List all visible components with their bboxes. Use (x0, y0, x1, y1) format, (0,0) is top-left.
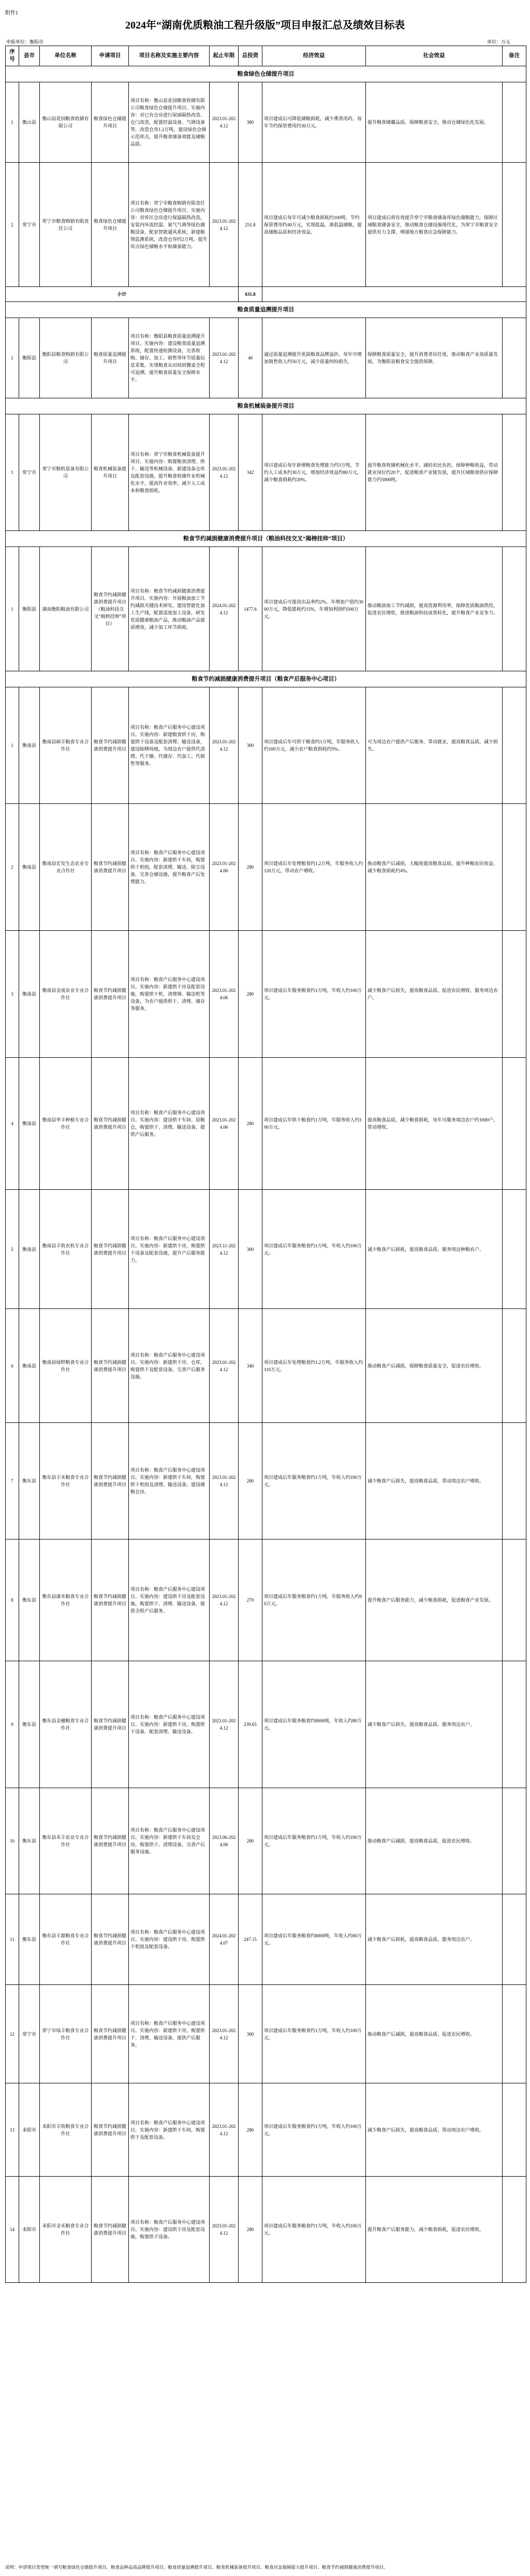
cell-content: 项目名称：常宁市粮食机械装备提升项目。实施内容：购置粮食清理、烘干、输送等机械设备，新建设备仓库及配套设施，提升粮食收储作业机械化水平，提高作业效率，减少人工成本和粮食损耗。 (129, 414, 210, 531)
cell-no: 6 (6, 1309, 19, 1423)
table-row (6, 687, 526, 804)
cell-econ: 项目建成后年处理粮食约1.2万吨，年服务收入约110万元。 (262, 1309, 366, 1423)
table-row (6, 318, 526, 398)
cell-no: 11 (6, 1894, 19, 1985)
cell-apply: 粮食节约减损健康消费提升项目 (92, 1985, 129, 2083)
cell-unit: 衡南县宏发生态农业专业合作社 (40, 804, 92, 931)
cell-apply: 粮食节约减损健康消费提升项目 (92, 1309, 129, 1423)
cell-period: 2023.01-2024.12 (210, 82, 239, 163)
cell-content: 项目名称：粮食产后服务中心建设项目。实施内容：新建烘干房及配套设施，购置烘干机、清理筛、输送机等设备，为农户提供烘干、清理、储存等服务。 (129, 931, 210, 1058)
cell-period: 2023.01-2024.12 (210, 687, 239, 804)
cell-unit: 衡东县禾丰农业专业合作社 (40, 1788, 92, 1894)
header-cell: 申请项目 (92, 46, 129, 66)
cell-remark (503, 687, 526, 804)
cell-county: 衡阳县 (19, 318, 40, 398)
section-header-row (6, 66, 526, 82)
cell-remark (503, 2177, 526, 2283)
cell-social: 可为周边农户提供产后服务，带动就业，提高粮食品质，减少损失。 (366, 687, 503, 804)
header-cell: 社会效益 (366, 46, 503, 66)
cell-invest: 342 (239, 414, 262, 531)
table-row (6, 1788, 526, 1894)
cell-apply: 粮食绿色仓储提升项目 (92, 82, 129, 163)
cell-no: 10 (6, 1788, 19, 1894)
table-row (6, 2083, 526, 2177)
cell-social: 提升粮食产后服务能力，减少粮食损耗，促进粮食产业发展。 (366, 1539, 503, 1661)
cell-no: 12 (6, 1985, 19, 2083)
cell-social: 提升粮食收储机械化水平，减轻农民负担，保障种粮收益，带动就业岗位约20个，促进粮食产业链发展，提升区域粮食供应保障能力约5000吨。 (366, 414, 503, 531)
cell-apply: 粮食节约减损健康消费提升项目 (92, 1661, 129, 1788)
cell-period: 2023.01-2024.12 (210, 1661, 239, 1788)
cell-apply: 粮食机械装备提升项目 (92, 414, 129, 531)
table-row (6, 1539, 526, 1661)
header-cell: 备注 (503, 46, 526, 66)
cell-remark (503, 1539, 526, 1661)
cell-apply: 粮食节约减损健康消费提升项目 (92, 931, 129, 1058)
table-row (6, 2177, 526, 2283)
header-cell: 总投资 (239, 46, 262, 66)
cell-social: 提升粮食产后服务能力，减少粮食损耗，促进农民增收。 (366, 2177, 503, 2283)
cell-econ: 通过质量追溯提升优质粮食品牌溢价，每年可增加销售收入约50万元，减少质量纠纷损失。 (262, 318, 366, 398)
cell-invest: 239.65 (239, 1661, 262, 1788)
cell-apply: 粮食节约减损健康消费提升项目 (92, 1788, 129, 1894)
subtotal-blank (262, 287, 526, 302)
cell-apply: 粮食节约减损健康消费提升项目 (92, 2177, 129, 2283)
cell-period: 2023.01-2024.12 (210, 1985, 239, 2083)
cell-no: 7 (6, 1423, 19, 1539)
cell-invest: 280 (239, 1788, 262, 1894)
subtotal-label: 小计 (6, 287, 239, 302)
cell-social: 推动粮食产后减损，保障粮食质量安全，促进农民增收。 (366, 1309, 503, 1423)
cell-county: 衡南县 (19, 687, 40, 804)
subtotal-value: 631.8 (239, 287, 262, 302)
cell-invest: 340 (239, 1309, 262, 1423)
cell-invest: 280 (239, 1058, 262, 1190)
cell-unit: 衡东县金穗粮食专业合作社 (40, 1661, 92, 1788)
table-row (6, 414, 526, 531)
cell-county: 衡东县 (19, 1661, 40, 1788)
table-row (6, 1894, 526, 1985)
cell-apply: 粮食节约减损健康消费提升项目 (92, 2083, 129, 2177)
cell-econ: 项目建成后年服务粮食约8000吨，年收入约80万元。 (262, 1661, 366, 1788)
section-header-row (6, 398, 526, 414)
cell-invest: 247.15 (239, 1894, 262, 1985)
cell-period: 2023.01-2024.06 (210, 931, 239, 1058)
cell-econ: 项目建成后年服务粮食约8000吨，年收入约80万元。 (262, 1894, 366, 1985)
cell-content: 项目名称：粮食产后服务中心建设项目。实施内容：新建烘干房，购置烘干设备及配套设施，提升产后服务能力。 (129, 1190, 210, 1309)
cell-remark (503, 1985, 526, 2083)
table-row (6, 1190, 526, 1309)
table-row (6, 931, 526, 1058)
cell-econ: 项目建成后年服务粮食约1万吨，年收入约100万元。 (262, 2083, 366, 2177)
cell-period: 2023.01-2024.12 (210, 1423, 239, 1539)
cell-county: 衡山县 (19, 82, 40, 163)
cell-county: 衡南县 (19, 804, 40, 931)
cell-econ: 项目建成后年服务粮食约1万吨，年收入约100万元。 (262, 1190, 366, 1309)
cell-social: 保障粮食质量安全，提升消费者信任度，推动粮食产业高质量发展，为衡阳县粮食安全提供保障。 (366, 318, 503, 398)
cell-remark (503, 1661, 526, 1788)
cell-content: 项目名称：常宁市粮食购销有限责任公司粮食绿色仓储提升项目。实施内容：对库区仓房进行保温隔热改造，安装内环流控温、氮气气调等绿色储粮设备，配套智能通风系统，新建粮情监测系统，改造仓容约2万吨，提升库点绿色储粮水平和储备能力。 (129, 163, 210, 287)
cell-county: 衡南县 (19, 1190, 40, 1309)
cell-unit: 常宁市绿丰粮食专业合作社 (40, 1985, 92, 2083)
table-row (6, 1058, 526, 1190)
cell-content: 项目名称：粮食产后服务中心建设项目。实施内容：新建烘干房、仓库，购置烘干及配套设备，完善产后服务设施。 (129, 1309, 210, 1423)
cell-period: 2024.01-2024.12 (210, 547, 239, 671)
cell-social: 提高粮食品质，减少粮食损耗，每年可服务周边农户约1000户，带动增收。 (366, 1058, 503, 1190)
cell-no: 8 (6, 1539, 19, 1661)
cell-econ: 项目建成后年烘干粮食约1万吨，年服务收入约100万元。 (262, 1058, 366, 1190)
cell-invest: 280 (239, 931, 262, 1058)
cell-period: 2023.01-2024.12 (210, 2083, 239, 2177)
cell-unit: 衡南县金成农业专业合作社 (40, 931, 92, 1058)
cell-period: 2023.01-2024.12 (210, 163, 239, 287)
cell-county: 常宁市 (19, 163, 40, 287)
cell-invest: 280 (239, 2177, 262, 2283)
section-header-row (6, 302, 526, 318)
table-row (6, 163, 526, 287)
table-row (6, 82, 526, 163)
reporting-unit: 申报单位：衡阳市 (6, 39, 44, 45)
cell-invest: 300 (239, 1190, 262, 1309)
cell-invest: 251.8 (239, 163, 262, 287)
cell-invest: 300 (239, 687, 262, 804)
cell-content: 项目名称：粮食产后服务中心建设项目。实施内容：新建烘干房，购置烘干、清理、输送设备，提供产后服务。 (129, 1985, 210, 2083)
cell-social: 减少粮食产后损失，提高粮食品质，带动周边农户增收。 (366, 1423, 503, 1539)
footnote: 说明：申请项目类型统一填写粮食绿色仓储提升项目、粮食品种品质品牌提升项目、粮食质量追溯提升项目、粮食机械装备提升项目、粮食应急保障能力提升项目、粮食节约减损健康消费提升项目。 (5, 2565, 388, 2570)
cell-remark (503, 804, 526, 931)
cell-invest: 380 (239, 82, 262, 163)
cell-social: 减少粮食产后损失，提高粮食品质，服务周边农户。 (366, 1661, 503, 1788)
cell-period: 2023.01-2024.12 (210, 414, 239, 531)
cell-invest: 280 (239, 2083, 262, 2177)
table-row (6, 1309, 526, 1423)
cell-remark (503, 1423, 526, 1539)
header-cell: 项目名称及实施主要内容 (129, 46, 210, 66)
cell-county: 衡南县 (19, 931, 40, 1058)
cell-no: 1 (6, 318, 19, 398)
table-row (6, 804, 526, 931)
cell-apply: 粮食节约减损健康消费提升项目 (92, 687, 129, 804)
cell-remark (503, 82, 526, 163)
cell-apply: 粮食绿色仓储提升项目 (92, 163, 129, 287)
cell-econ: 项目建成后每年新增粮食处理能力约3万吨，节约人工成本约30万元，增加经济效益约80万元，减少粮食损耗约20%。 (262, 414, 366, 531)
cell-remark (503, 1058, 526, 1190)
cell-content: 项目名称：粮食产后服务中心建设项目。实施内容：建设烘干房及配套设施，购置烘干、清理、输送设备，提供全程产后服务。 (129, 1539, 210, 1661)
cell-content: 项目名称：粮食产后服务中心建设项目。实施内容：新建烘干车间，购置烘干机组，配套清理、输送、除尘设备，完善仓储设施，提升粮食产后处理能力。 (129, 804, 210, 931)
cell-no: 2 (6, 163, 19, 287)
currency-unit: 单位：万元 (487, 39, 510, 45)
cell-county: 衡阳县 (19, 547, 40, 671)
cell-content: 项目名称：粮食产后服务中心建设项目。实施内容：新建烘干车间，购置烘干及配套设备。 (129, 2083, 210, 2177)
cell-invest: 280 (239, 804, 262, 931)
cell-econ: 项目建成后年服务粮食约1万吨，年收入约100万元。 (262, 2177, 366, 2283)
cell-econ: 项目建成后年服务粮食约1万吨，年收入约100万元。 (262, 1423, 366, 1539)
cell-remark (503, 1788, 526, 1894)
header-cell: 单位名称 (40, 46, 92, 66)
cell-no: 9 (6, 1661, 19, 1788)
cell-econ: 项目建成后可降低储粮损耗，减少熏蒸用药，每年节约保管费用约30万元。 (262, 82, 366, 163)
cell-social: 推动粮油加工节约减损，提高资源利用率，保障优质粮油供给，促进农民增收，推进粮油科技成果转化，提升粮食产业竞争力。 (366, 547, 503, 671)
section-title: 粮食质量追溯提升项目 (6, 302, 526, 318)
cell-social: 减少粮食产后损耗，提高粮食品质，服务周边农户。 (366, 1894, 503, 1985)
cell-apply: 粮食质量追溯提升项目 (92, 318, 129, 398)
cell-invest: 40 (239, 318, 262, 398)
cell-unit: 常宁市粮食购销有限责任公司 (40, 163, 92, 287)
cell-unit: 衡阳县粮食购销有限公司 (40, 318, 92, 398)
cell-county: 衡东县 (19, 1539, 40, 1661)
cell-remark (503, 1309, 526, 1423)
table-row (6, 1661, 526, 1788)
cell-econ: 项目建成后年可烘干粮食约1万吨，年服务收入约100万元，减少农户粮食损耗约5%。 (262, 687, 366, 804)
cell-period: 2023.01-2024.12 (210, 1539, 239, 1661)
cell-content: 项目名称：粮食产后服务中心建设项目。实施内容：新建烘干房，购置烘干设备，配套清理、输送设备。 (129, 1661, 210, 1788)
cell-social: 减少粮食产后损失，提高粮食品质，带动周边农户增收。 (366, 2083, 503, 2177)
cell-county: 衡东县 (19, 1788, 40, 1894)
table-row (6, 1423, 526, 1539)
cell-no: 5 (6, 1190, 19, 1309)
cell-county: 常宁市 (19, 414, 40, 531)
header-cell: 县市 (19, 46, 40, 66)
table-header-row (6, 46, 526, 66)
table-row (6, 1985, 526, 2083)
section-title: 粮食节约减损健康消费提升项目（粮食产后服务中心项目） (6, 671, 526, 687)
cell-apply: 粮食节约减损健康消费提升项目 (92, 1539, 129, 1661)
cell-social: 项目建成后将有效提升常宁市粮食储备库绿色储粮能力，保障区域粮食储备安全，推动粮食仓储设施现代化，为常宁市粮食安全提供有力支撑，增强地方粮食应急保障能力。 (366, 163, 503, 287)
cell-no: 1 (6, 82, 19, 163)
cell-invest: 280 (239, 1423, 262, 1539)
cell-unit: 常宁市粮机装备有限公司 (40, 414, 92, 531)
cell-content: 项目名称：粮食产后服务中心建设项目。实施内容：建设烘干房及配套设施，购置烘干设备。 (129, 2177, 210, 2283)
header-cell: 序号 (6, 46, 19, 66)
cell-econ: 项目建成后年服务粮食约1万吨，年收入约100万元。 (262, 1788, 366, 1894)
cell-remark (503, 1190, 526, 1309)
cell-unit: 耒阳市金禾粮食专业合作社 (40, 2177, 92, 2283)
section-title: 粮食绿色仓储提升项目 (6, 66, 526, 82)
cell-remark (503, 163, 526, 287)
cell-no: 14 (6, 2177, 19, 2283)
cell-econ: 项目建成后每年可减少粮食损耗约100吨，节约保管费用约40万元，实现低温、准低温储粮，提高储粮品质和经济效益。 (262, 163, 366, 287)
cell-social: 推动粮食产后减损，大幅度提高粮食品质，提升种粮农民收益，减少粮食损耗约4%。 (366, 804, 503, 931)
cell-no: 1 (6, 687, 19, 804)
cell-content: 项目名称：粮食节约减损健康消费提升项目。实施内容：开展粮油加工节约减损关键技术研发，建设智能化加工生产线，配置适度加工设备，研发优质健康粮油产品，推动粮油产品提质增效，减少加工环节损耗。 (129, 547, 210, 671)
cell-apply: 粮食节约减损健康消费提升项目（粮油科技交叉“揭榜挂帅”项目） (92, 547, 129, 671)
cell-county: 耒阳市 (19, 2177, 40, 2283)
cell-apply: 粮食节约减损健康消费提升项目 (92, 1423, 129, 1539)
cell-no: 1 (6, 547, 19, 671)
cell-period: 2023.01-2024.12 (210, 1309, 239, 1423)
cell-social: 减少粮食产后损耗，提高粮食品质，服务周边种粮农户。 (366, 1190, 503, 1309)
cell-social: 推动粮食产后减损，提高粮食品质，促进农民增收。 (366, 1985, 503, 2083)
cell-invest: 270 (239, 1539, 262, 1661)
cell-unit: 耒阳市丰收粮食专业合作社 (40, 2083, 92, 2177)
cell-content: 项目名称：粮食产后服务中心建设项目。实施内容：新建烘干车间及仓房，购置烘干、清理设备，完善产后服务设施。 (129, 1788, 210, 1894)
cell-no: 13 (6, 2083, 19, 2177)
subtotal-row (6, 287, 526, 302)
page-title: 2024年“湖南优质粮油工程升级版”项目申报汇总及绩效目标表 (125, 20, 405, 31)
cell-period: 2023.01-2024.12 (210, 318, 239, 398)
section-title: 粮食节约减损健康消费提升项目（粮油科技交叉“揭榜挂帅”项目） (6, 531, 526, 547)
header-cell: 起止年限 (210, 46, 239, 66)
header-cell: 经济效益 (262, 46, 366, 66)
cell-unit: 衡东县丰源粮食专业合作社 (40, 1894, 92, 1985)
cell-period: 2023.06-2024.06 (210, 1788, 239, 1894)
cell-invest: 300 (239, 1985, 262, 2083)
cell-county: 衡东县 (19, 1894, 40, 1985)
cell-econ: 项目建成后可提高出品率约2%，年增加产值约3000万元，降低能耗约15%，年增加利润约500万元。 (262, 547, 366, 671)
cell-period: 2023.01-2024.12 (210, 2177, 239, 2283)
cell-unit: 衡南县硕丰粮食专业合作社 (40, 687, 92, 804)
cell-county: 耒阳市 (19, 2083, 40, 2177)
cell-content: 项目名称：粮食产后服务中心建设项目。实施内容：新建粮食烘干房，购置烘干设备及配套清理、输送设备，建设晾晒场地，为周边农户提供代清理、代干燥、代储存、代加工、代销售等服务。 (129, 687, 210, 804)
cell-invest: 1477.6 (239, 547, 262, 671)
project-summary-table (5, 46, 526, 2283)
attachment-label: 附件1 (5, 10, 18, 16)
cell-unit: 衡东县丰禾粮食专业合作社 (40, 1423, 92, 1539)
cell-social: 推动粮食产后减损，提高粮食品质，促进农民增收。 (366, 1788, 503, 1894)
cell-remark (503, 547, 526, 671)
section-header-row (6, 531, 526, 547)
cell-no: 3 (6, 931, 19, 1058)
cell-period: 2024.01-2024.07 (210, 1894, 239, 1985)
cell-remark (503, 1894, 526, 1985)
cell-remark (503, 318, 526, 398)
cell-content: 项目名称：粮食产后服务中心建设项目。实施内容：建设烘干房，购置烘干机组及配套设备。 (129, 1894, 210, 1985)
cell-unit: 衡南县绿野粮食专业合作社 (40, 1309, 92, 1423)
cell-remark (503, 2083, 526, 2177)
cell-content: 项目名称：衡山县花园粮食收储有限公司粮食绿色仓储提升项目。实施内容：对已有仓房进行屋面隔热改造、仓门改造，配置控温设备、气调设备等，改造仓容1.2万吨，建设绿色仓储示范库点，提升粮食储备效能及储粮品质。 (129, 82, 210, 163)
cell-remark (503, 414, 526, 531)
cell-content: 项目名称：粮食产后服务中心建设项目。实施内容：新建烘干车间，购置烘干机组及清理、输送设备，建设储粮仓房。 (129, 1423, 210, 1539)
cell-period: 2023.01-2024.06 (210, 804, 239, 931)
cell-apply: 粮食节约减损健康消费提升项目 (92, 1058, 129, 1190)
cell-period: 2023.11-2024.12 (210, 1190, 239, 1309)
cell-no: 1 (6, 414, 19, 531)
cell-county: 衡东县 (19, 1423, 40, 1539)
cell-unit: 衡南县丰收农机专业合作社 (40, 1190, 92, 1309)
cell-apply: 粮食节约减损健康消费提升项目 (92, 1894, 129, 1985)
cell-econ: 项目建成后年服务粮食约1万吨，年服务收入约90万元。 (262, 1539, 366, 1661)
cell-econ: 项目建成后年服务粮食约1万吨，年收入约100万元。 (262, 931, 366, 1058)
cell-content: 项目名称：粮食产后服务中心建设项目。实施内容：建设烘干车间、原粮仓，购置烘干、清理、输送设备，提供产后服务。 (129, 1058, 210, 1190)
cell-apply: 粮食节约减损健康消费提升项目 (92, 1190, 129, 1309)
cell-econ: 项目建成后年处理粮食约1.2万吨，年服务收入约120万元，带动农户增收。 (262, 804, 366, 931)
cell-unit: 衡山县花园粮食收储有限公司 (40, 82, 92, 163)
cell-county: 衡南县 (19, 1309, 40, 1423)
cell-unit: 衡东县康禾粮食专业合作社 (40, 1539, 92, 1661)
section-header-row (6, 671, 526, 687)
cell-apply: 粮食节约减损健康消费提升项目 (92, 804, 129, 931)
cell-content: 项目名称：衡阳县粮食质量追溯提升项目。实施内容：建设粮食质量追溯系统，配置快速检测设备，完善收购、储存、加工、销售等环节质量信息采集，实现粮食从田间到餐桌全程可追溯，提升粮食质量安全保障水平。 (129, 318, 210, 398)
cell-county: 衡南县 (19, 1058, 40, 1190)
cell-unit: 衡南县华丰种植专业合作社 (40, 1058, 92, 1190)
cell-county: 常宁市 (19, 1985, 40, 2083)
cell-social: 提升粮食储藏品质，保障粮食安全，推动仓储绿色化发展。 (366, 82, 503, 163)
section-title: 粮食机械装备提升项目 (6, 398, 526, 414)
cell-unit: 湖南衡阳粮油有限公司 (40, 547, 92, 671)
cell-econ: 项目建成后年服务粮食约1万吨，年收入约100万元。 (262, 1985, 366, 2083)
cell-no: 4 (6, 1058, 19, 1190)
cell-period: 2023.01-2024.06 (210, 1058, 239, 1190)
cell-no: 2 (6, 804, 19, 931)
table-row (6, 547, 526, 671)
cell-social: 减少粮食产后损失，提高粮食品质，促进农民增收，服务周边农户。 (366, 931, 503, 1058)
cell-remark (503, 931, 526, 1058)
